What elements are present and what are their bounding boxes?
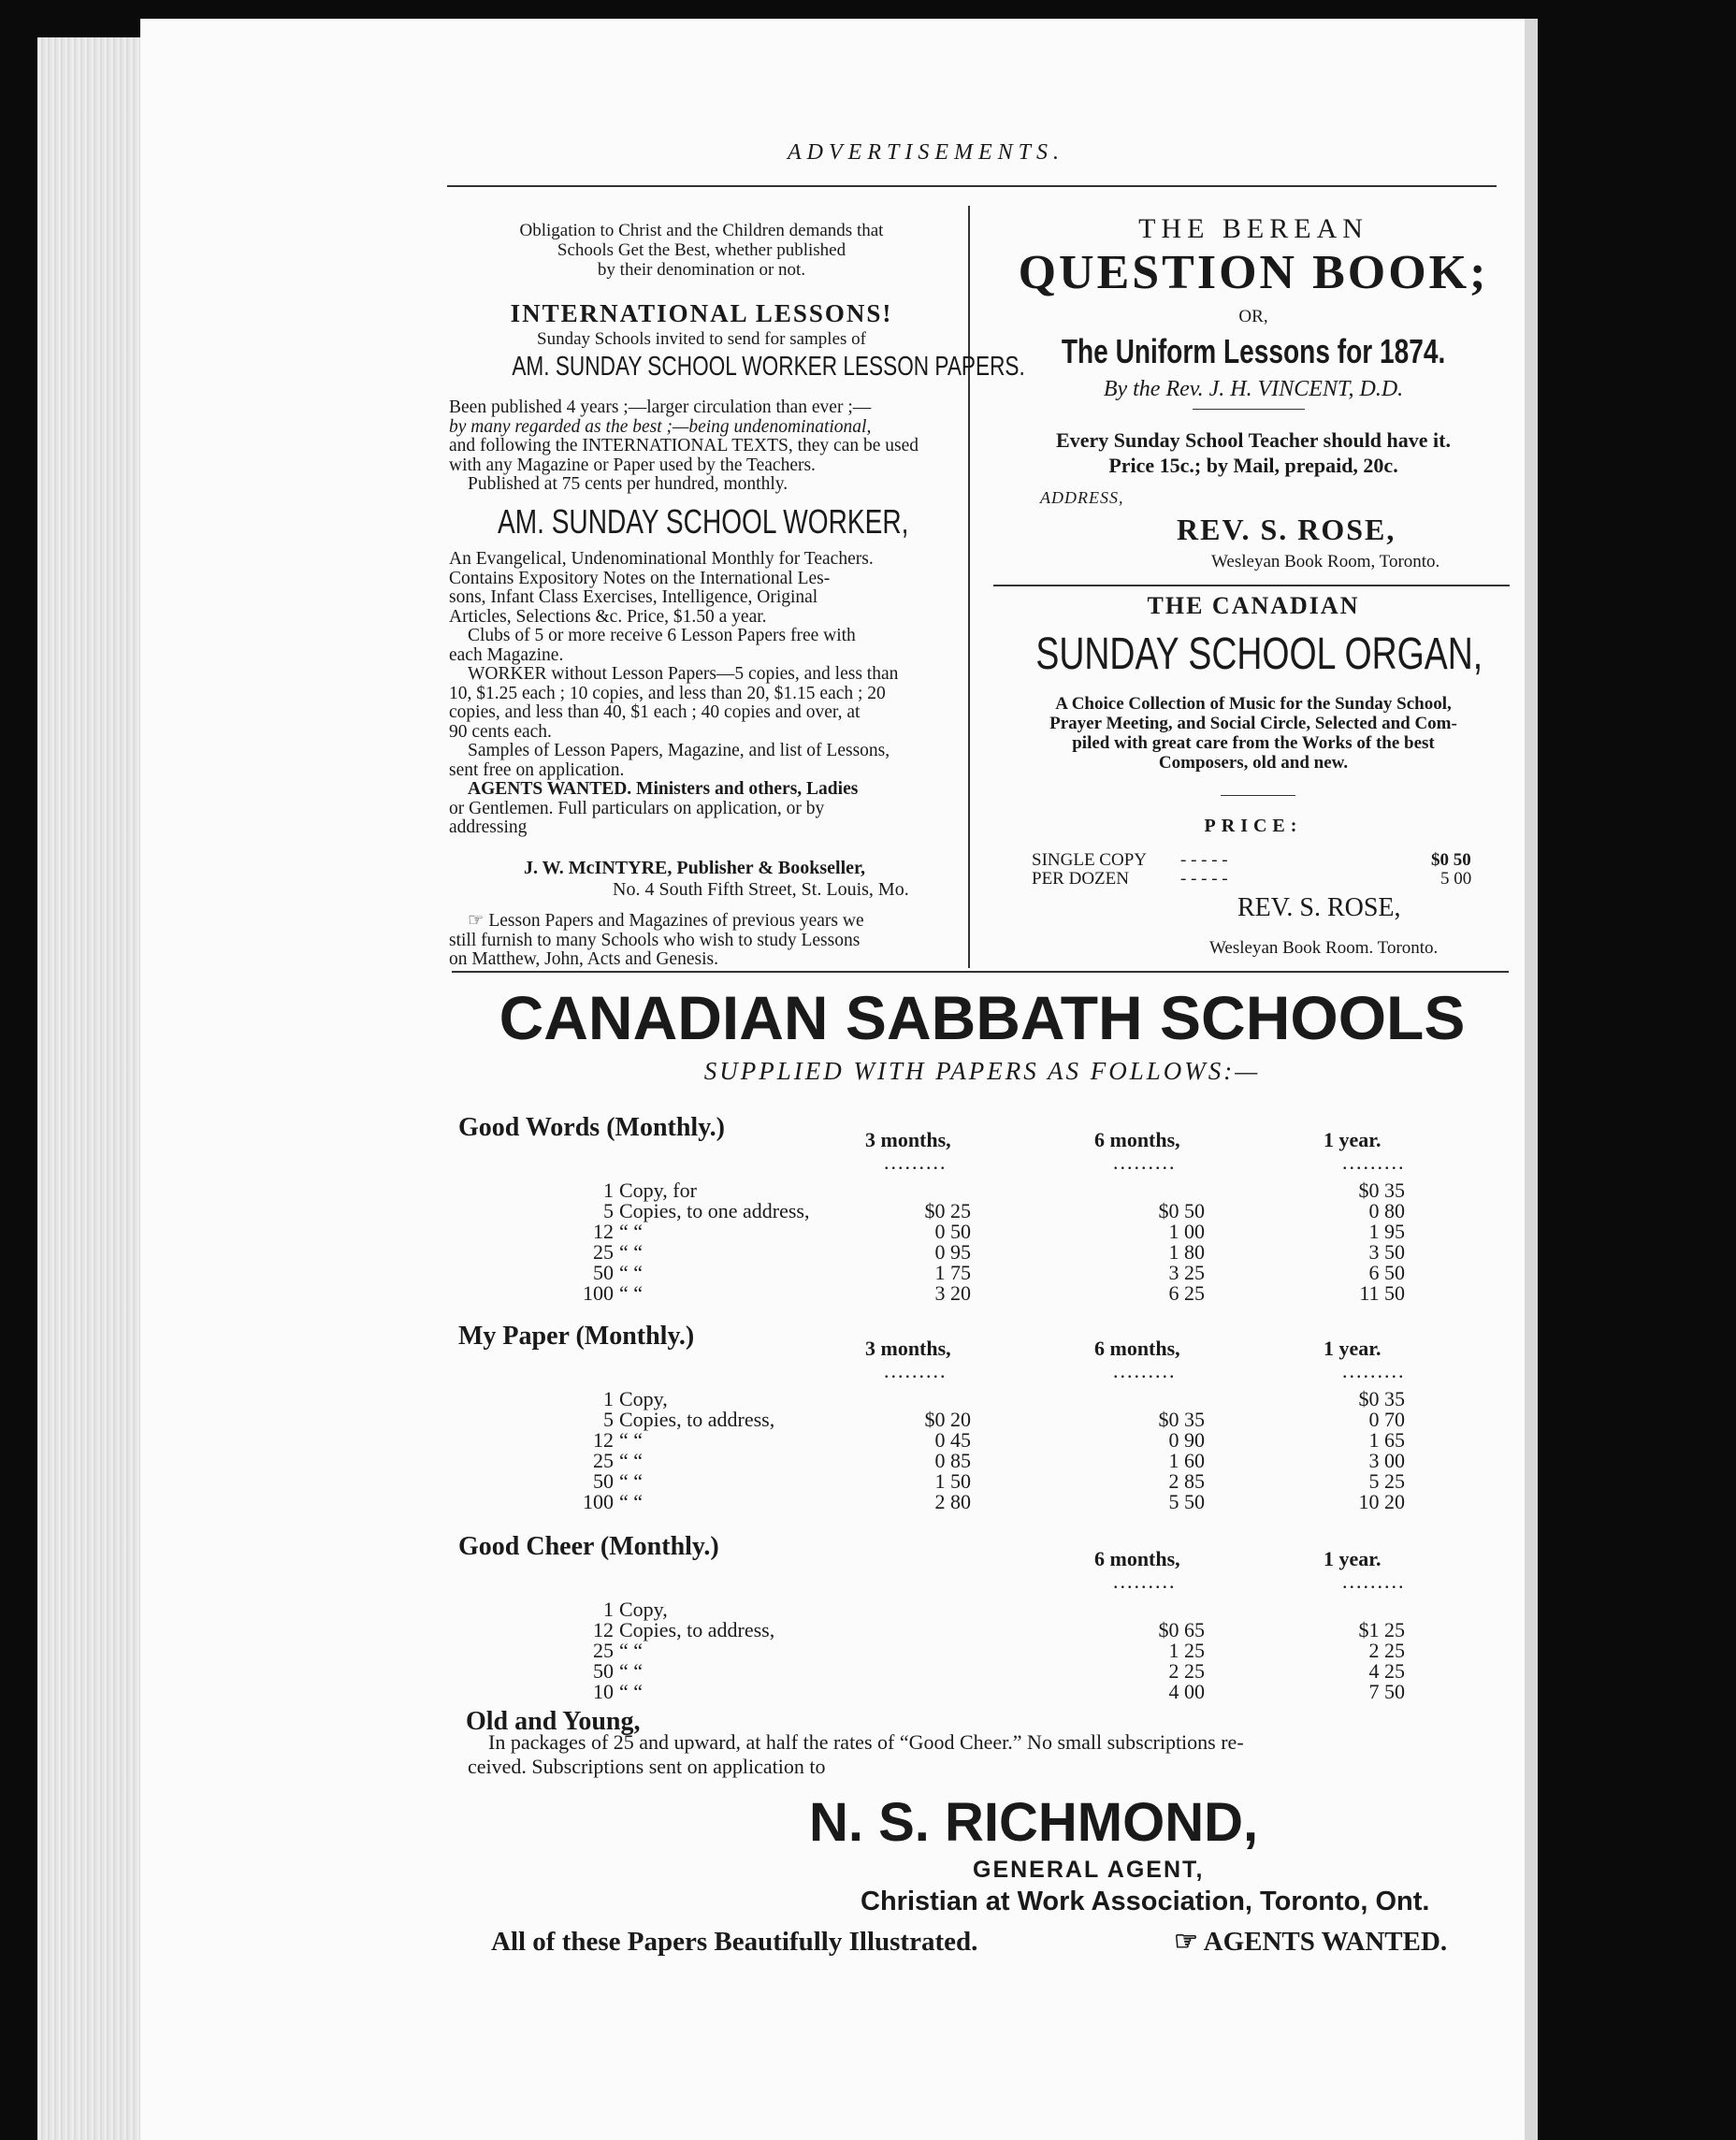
para-line: Samples of Lesson Papers, Magazine, and list of Lessons,: [468, 741, 890, 760]
price-1-year: $0 35: [1358, 1387, 1405, 1410]
agent-organization: Christian at Work Association, Toronto, Ont.: [861, 1887, 1430, 1916]
price-3-months: $0 25: [924, 1199, 971, 1222]
price-item: PER DOZEN: [1032, 869, 1129, 889]
worker-title-text: AM. SUNDAY SCHOOL WORKER,: [497, 502, 909, 541]
price-1-year: 1 65: [1368, 1428, 1405, 1452]
para-line: Been published 4 years ;—larger circulation than ever ;—: [449, 398, 872, 417]
price-1-year: 4 25: [1368, 1659, 1405, 1683]
organ-title: [973, 629, 1534, 680]
row-quantity: 10: [593, 1680, 614, 1703]
lesson-papers-title-text: AM. SUNDAY SCHOOL WORKER LESSON PAPERS.: [512, 352, 1025, 382]
international-lessons-heading: INTERNATIONAL LESSONS!: [510, 299, 893, 327]
published-line: Published at 75 cents per hundred, monthly.: [468, 474, 788, 494]
row-quantity: 12: [593, 1220, 614, 1243]
para-line: WORKER without Lesson Papers—5 copies, and less than: [468, 664, 899, 684]
or-text: OR,: [1238, 307, 1268, 326]
price-1-year: 0 80: [1368, 1199, 1405, 1222]
column-header: 6 months,: [1094, 1337, 1180, 1360]
desc-line: A Choice Collection of Music for the Sunday School,: [1055, 694, 1452, 714]
price-6-months: 1 00: [1168, 1220, 1205, 1243]
row-quantity: 100: [583, 1281, 614, 1305]
old-young-line: ceived. Subscriptions sent on application to: [468, 1755, 826, 1778]
row-quantity: 1: [603, 1598, 614, 1621]
canadian-line: THE CANADIAN: [1147, 592, 1360, 619]
para-line: An Evangelical, Undenominational Monthly for Teachers.: [449, 549, 874, 569]
price-6-months: 1 60: [1168, 1449, 1205, 1472]
price-6-months: 5 50: [1168, 1490, 1205, 1513]
organ-title-text: SUNDAY SCHOOL ORGAN,: [1035, 629, 1483, 679]
row-quantity: 5: [603, 1199, 614, 1222]
price-6-months: 2 85: [1168, 1469, 1205, 1493]
dot-leader: .........: [1113, 1150, 1177, 1174]
section-title: My Paper (Monthly.): [458, 1322, 695, 1351]
dot-leader: .........: [884, 1359, 948, 1382]
para-line: Clubs of 5 or more receive 6 Lesson Papers free with: [468, 626, 856, 645]
price-value: $0 50: [1431, 850, 1471, 870]
lesson-papers-title: [440, 352, 1025, 383]
uniform-lessons-text: The Uniform Lessons for 1874.: [1061, 332, 1446, 370]
footer-illustrated: All of these Papers Beautifully Illustrated.: [491, 1927, 978, 1957]
row-description: “ “: [619, 1680, 644, 1703]
price-1-year: 7 50: [1368, 1680, 1405, 1703]
column-header: 6 months,: [1094, 1547, 1180, 1570]
price-3-months: 1 50: [934, 1469, 971, 1493]
para-line: with any Magazine or Paper used by the Teachers.: [449, 455, 816, 475]
para-line: 10, $1.25 each ; 10 copies, and less than 20, $1.15 each ; 20: [449, 683, 886, 703]
left-ad-intro: [449, 221, 954, 280]
price-3-months: 3 20: [934, 1281, 971, 1305]
teacher-note: Every Sunday School Teacher should have it.: [1056, 428, 1451, 452]
column-header: 6 months,: [1094, 1128, 1180, 1151]
price-6-months: 1 25: [1168, 1639, 1205, 1662]
section-title: Good Words (Monthly.): [458, 1113, 725, 1142]
intro-line: by their denomination or not.: [597, 260, 806, 280]
row-description: “ “: [619, 1639, 644, 1662]
para-line: and following the INTERNATIONAL TEXTS, they can be used: [449, 436, 919, 455]
price-dashes: - - - - -: [1180, 850, 1228, 870]
para-line: by many regarded as the best ;—being undenominational,: [449, 416, 872, 437]
author-line: By the Rev. J. H. VINCENT, D.D.: [1103, 377, 1404, 401]
price-note: Price 15c.; by Mail, prepaid, 20c.: [1108, 454, 1398, 477]
old-young-line: In packages of 25 and upward, at half the rates of “Good Cheer.” No small subscriptions re-: [488, 1730, 1244, 1754]
desc-line: Prayer Meeting, and Social Circle, Selected and Com-: [1049, 714, 1457, 733]
berean-line: THE BEREAN: [1138, 213, 1368, 244]
column-header: 3 months,: [865, 1128, 951, 1151]
row-quantity: 12: [593, 1618, 614, 1641]
row-description: “ “: [619, 1469, 644, 1493]
organ-description: [990, 694, 1517, 773]
row-description: Copy,: [619, 1598, 668, 1621]
para-line: still furnish to many Schools who wish to study Lessons: [449, 930, 861, 950]
price-1-year: 3 50: [1368, 1240, 1405, 1264]
price-item: SINGLE COPY: [1032, 850, 1147, 870]
invite-text: Sunday Schools invited to send for samples of: [537, 329, 866, 349]
price-1-year: $0 35: [1358, 1178, 1405, 1202]
dot-leader: .........: [1113, 1359, 1177, 1382]
para-line: AGENTS WANTED. Ministers and others, Ladies: [468, 779, 859, 799]
price-label: PRICE:: [1204, 816, 1303, 836]
main-subtitle: SUPPLIED WITH PAPERS AS FOLLOWS:—: [703, 1057, 1261, 1085]
para-line: or Gentlemen. Full particulars on application, or by: [449, 798, 825, 818]
price-1-year: 5 25: [1368, 1469, 1405, 1493]
row-description: “ “: [619, 1240, 644, 1264]
price-6-months: 1 80: [1168, 1240, 1205, 1264]
row-quantity: 50: [593, 1261, 614, 1284]
para-line: Articles, Selections &c. Price, $1.50 a year.: [449, 606, 767, 627]
main-title: CANADIAN SABBATH SCHOOLS: [499, 983, 1466, 1052]
header-rule: [447, 185, 1497, 187]
para-line: copies, and less than 40, $1 each ; 40 copies and over, at: [449, 702, 861, 722]
section-rule: [452, 971, 1509, 973]
row-description: Copies, to one address,: [619, 1199, 810, 1222]
berean-contact: REV. S. ROSE,: [1177, 513, 1396, 546]
price-1-year: $1 25: [1358, 1618, 1405, 1641]
price-1-year: 0 70: [1368, 1408, 1405, 1431]
organ-contact: REV. S. ROSE,: [1237, 893, 1401, 922]
row-description: “ “: [619, 1659, 644, 1683]
organ-contact-place: Wesleyan Book Room. Toronto.: [1209, 938, 1439, 958]
price-6-months: $0 65: [1158, 1618, 1205, 1641]
price-3-months: 0 95: [934, 1240, 971, 1264]
price-6-months: 3 25: [1168, 1261, 1205, 1284]
column-header: 1 year.: [1324, 1337, 1382, 1360]
row-quantity: 25: [593, 1639, 614, 1662]
price-dashes: - - - - -: [1180, 869, 1228, 889]
page-header: ADVERTISEMENTS.: [788, 140, 1064, 165]
column-header: 1 year.: [1324, 1547, 1382, 1570]
price-1-year: 11 50: [1359, 1281, 1405, 1305]
para-line: addressing: [449, 817, 528, 837]
section-title: Good Cheer (Monthly.): [458, 1532, 719, 1561]
row-quantity: 100: [583, 1490, 614, 1513]
para-line: Contains Expository Notes on the International Les-: [449, 568, 831, 588]
left-ad-para1: [449, 398, 973, 495]
old-young-heading: Old and Young,: [466, 1707, 641, 1736]
intro-line: Obligation to Christ and the Children demands that: [519, 221, 884, 240]
price-1-year: 3 00: [1368, 1449, 1405, 1472]
row-quantity: 50: [593, 1469, 614, 1493]
row-quantity: 5: [603, 1408, 614, 1431]
para-line: 90 cents each.: [449, 721, 552, 742]
uniform-lessons-title: [977, 332, 1529, 371]
footer-agents-wanted: ☞ AGENTS WANTED.: [1174, 1927, 1448, 1957]
worker-title: [440, 502, 963, 542]
berean-contact-place: Wesleyan Book Room, Toronto.: [1211, 552, 1440, 571]
column-header: 1 year.: [1324, 1128, 1382, 1151]
price-6-months: 2 25: [1168, 1659, 1205, 1683]
row-quantity: 1: [603, 1178, 614, 1202]
question-book-title: QUESTION BOOK;: [1018, 246, 1489, 299]
row-description: “ “: [619, 1428, 644, 1452]
agent-name: N. S. RICHMOND,: [809, 1792, 1259, 1853]
desc-line: Composers, old and new.: [1158, 753, 1349, 773]
right-ads-divider: [993, 585, 1510, 586]
row-quantity: 25: [593, 1240, 614, 1264]
row-description: “ “: [619, 1490, 644, 1513]
dot-leader: .........: [884, 1150, 948, 1174]
dot-leader: .........: [1342, 1150, 1406, 1174]
address-label: ADDRESS,: [1040, 488, 1124, 507]
para-line: ☞ Lesson Papers and Magazines of previous years we: [468, 911, 864, 931]
publisher-name: J. W. McINTYRE, Publisher & Bookseller,: [524, 858, 866, 878]
row-quantity: 12: [593, 1428, 614, 1452]
row-description: Copies, to address,: [619, 1618, 775, 1641]
row-description: “ “: [619, 1449, 644, 1472]
row-quantity: 25: [593, 1449, 614, 1472]
row-description: Copy,: [619, 1387, 668, 1410]
price-1-year: 1 95: [1368, 1220, 1405, 1243]
para-line: sons, Infant Class Exercises, Intelligence, Original: [449, 587, 818, 607]
publisher-address: No. 4 South Fifth Street, St. Louis, Mo.: [613, 879, 909, 900]
short-rule: [1221, 795, 1295, 796]
row-quantity: 1: [603, 1387, 614, 1410]
row-description: “ “: [619, 1281, 644, 1305]
price-3-months: 2 80: [934, 1490, 971, 1513]
intro-line: Schools Get the Best, whether published: [557, 240, 846, 260]
left-ad-body: [449, 550, 973, 838]
dot-leader: .........: [1113, 1569, 1177, 1593]
column-header: 3 months,: [865, 1337, 951, 1360]
price-3-months: 0 45: [934, 1428, 971, 1452]
row-description: Copy, for: [619, 1178, 697, 1202]
row-description: Copies, to address,: [619, 1408, 775, 1431]
price-3-months: $0 20: [924, 1408, 971, 1431]
row-description: “ “: [619, 1220, 644, 1243]
desc-line: piled with great care from the Works of the best: [1072, 733, 1435, 753]
dot-leader: .........: [1342, 1359, 1406, 1382]
dot-leader: .........: [1342, 1569, 1406, 1593]
agent-title: GENERAL AGENT,: [973, 1857, 1205, 1883]
price-1-year: 10 20: [1358, 1490, 1405, 1513]
book-page-edges: [37, 37, 140, 2140]
para-line: each Magazine.: [449, 644, 564, 665]
price-3-months: 0 50: [934, 1220, 971, 1243]
price-1-year: 6 50: [1368, 1261, 1405, 1284]
price-3-months: 0 85: [934, 1449, 971, 1472]
price-3-months: 1 75: [934, 1261, 971, 1284]
short-rule: [1193, 409, 1305, 410]
price-6-months: $0 50: [1158, 1199, 1205, 1222]
row-description: “ “: [619, 1261, 644, 1284]
price-6-months: 0 90: [1168, 1428, 1205, 1452]
price-value: 5 00: [1440, 869, 1472, 889]
price-6-months: $0 35: [1158, 1408, 1205, 1431]
price-6-months: 6 25: [1168, 1281, 1205, 1305]
left-ad-note: [449, 912, 973, 970]
para-line: on Matthew, John, Acts and Genesis.: [449, 949, 718, 969]
para-line: sent free on application.: [449, 759, 625, 780]
price-1-year: 2 25: [1368, 1639, 1405, 1662]
price-6-months: 4 00: [1168, 1680, 1205, 1703]
row-quantity: 50: [593, 1659, 614, 1683]
